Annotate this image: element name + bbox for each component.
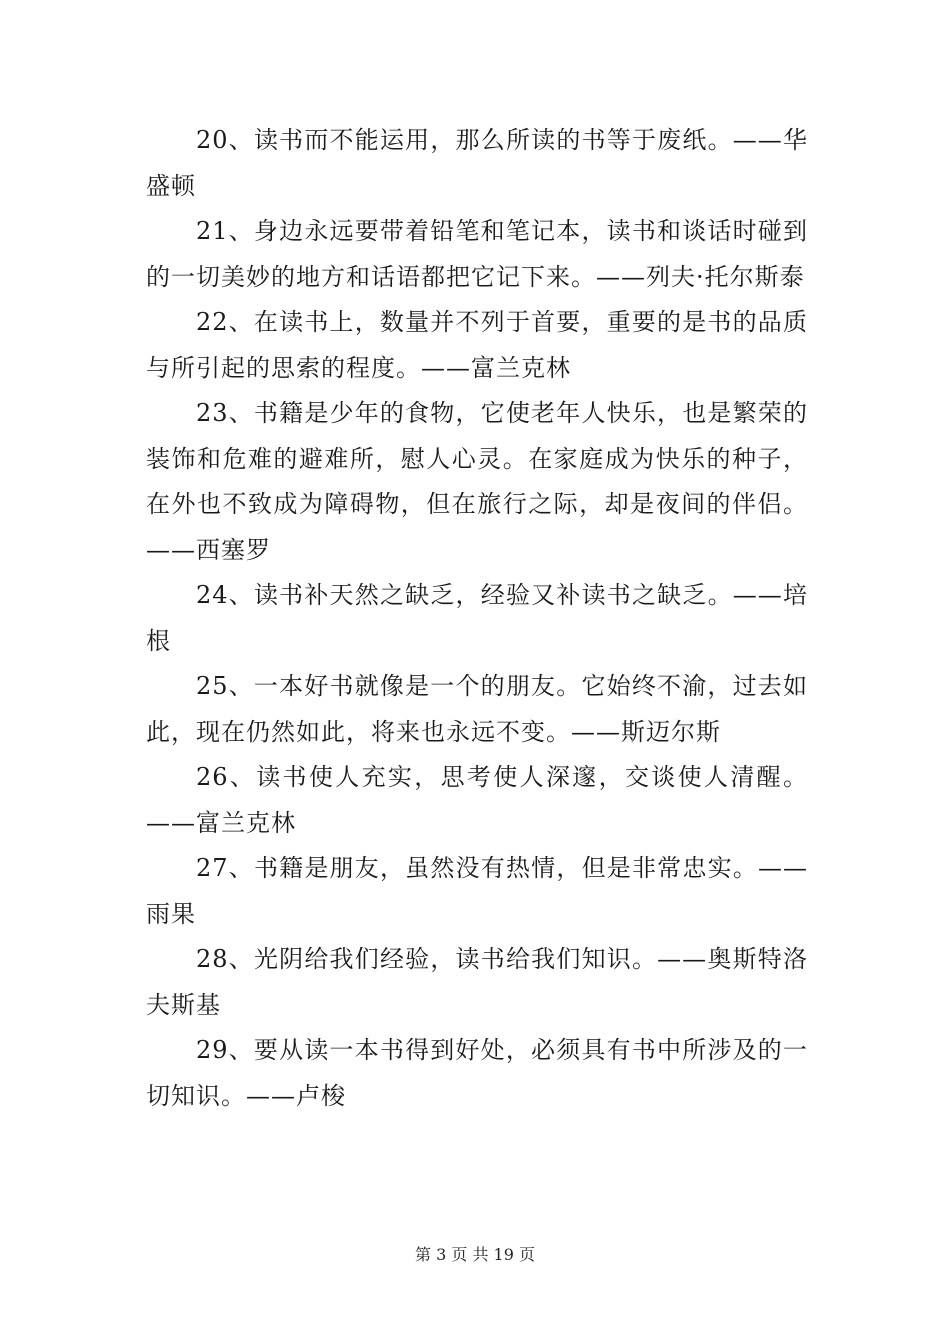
quote-paragraph: 24、读书补天然之缺乏，经验又补读书之缺乏。——培根 [146, 581, 808, 655]
quote-paragraph: 28、光阴给我们经验，读书给我们知识。——奥斯特洛夫斯基 [146, 945, 808, 1019]
quote-paragraph: 23、书籍是少年的食物，它使老年人快乐，也是繁荣的装饰和危难的避难所，慰人心灵。在家庭成为快乐的种子，在外也不致成为障碍物，但在旅行之际，却是夜间的伴侣。——西塞罗 [146, 399, 808, 564]
quote-paragraph: 26、读书使人充实，思考使人深邃，交谈使人清醒。——富兰克林 [146, 763, 808, 837]
quote-paragraph: 20、读书而不能运用，那么所读的书等于废纸。——华盛顿 [146, 126, 808, 200]
page-number-footer: 第 3 页 共 19 页 [415, 1245, 535, 1264]
quote-paragraph: 29、要从读一本书得到好处，必须具有书中所涉及的一切知识。——卢梭 [146, 1036, 808, 1110]
quote-paragraph: 21、身边永远要带着铅笔和笔记本，读书和谈话时碰到的一切美妙的地方和话语都把它记下来。——列夫·托尔斯泰 [146, 217, 808, 291]
quote-list [146, 118, 808, 1119]
quote-paragraph: 22、在读书上，数量并不列于首要，重要的是书的品质与所引起的思索的程度。——富兰克林 [146, 308, 808, 382]
quote-paragraph: 27、书籍是朋友，虽然没有热情，但是非常忠实。——雨果 [146, 854, 808, 928]
quote-paragraph: 25、一本好书就像是一个的朋友。它始终不渝，过去如此，现在仍然如此，将来也永远不变。——斯迈尔斯 [146, 672, 808, 746]
